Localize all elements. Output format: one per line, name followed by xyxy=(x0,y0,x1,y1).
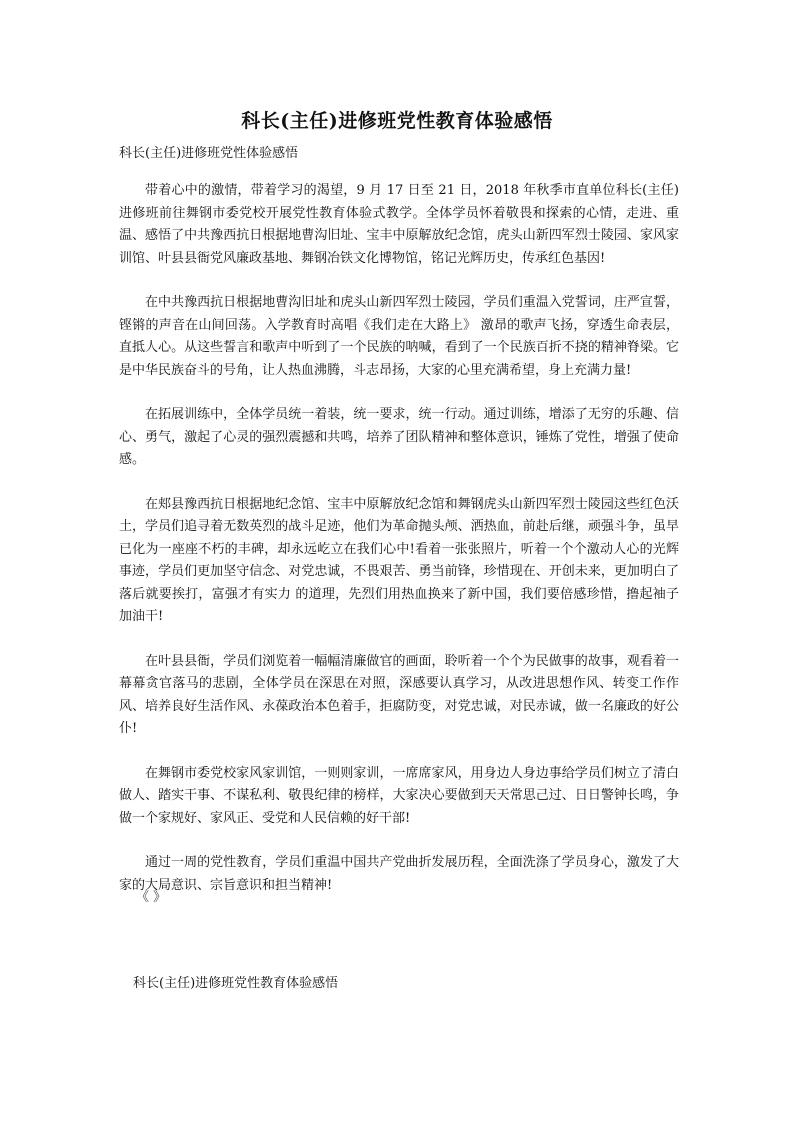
document-title: 科长(主任)进修班党性教育体验感悟 xyxy=(241,110,553,132)
paragraph: 在拓展训练中，全体学员统一着装，统一要求，统一行动。通过训练，增添了无穷的乐趣、信心、勇气，激起了心灵的强烈震撼和共鸣，培养了团队精神和整体意识，锤炼了党性，增强了使命感。 xyxy=(119,407,679,467)
paragraph: 带着心中的激情，带着学习的渴望，9 月 17 日至 21 日，2018 年秋季市直单位科长(主任)进修班前往舞钢市委党校开展党性教育体验式教学。全体学员怀着敬畏和探索的心情，走进、重温、感悟了中共豫西抗日根据地曹沟旧址、宝丰中原解放纪念馆，虎头山新四军烈士陵园、家风家训馆、叶县县衙党风廉政基地、舞钢冶铁文化博物馆，铭记光辉历史，传承红色基因! xyxy=(119,183,679,266)
document-subtitle: 科长(主任)进修班党性体验感悟 xyxy=(119,146,299,161)
paragraph: 在中共豫西抗日根据地曹沟旧址和虎头山新四军烈士陵园，学员们重温入党誓词，庄严宣誓，铿锵的声音在山间回荡。入学教育时高唱《我们走在大路上》 激昂的歌声飞扬，穿透生命表层，直抵人心。从这些誓言和歌声中听到了一个民族的呐喊，看到了一个民族百折不挠的精神脊梁。它是中华民族奋斗的号角，让人热血沸腾，斗志昂扬，大家的心里充满希望，身上充满力量! xyxy=(119,295,679,378)
document-body xyxy=(119,180,679,919)
document-footer-title: 科长(主任)进修班党性教育体验感悟 xyxy=(133,976,339,991)
paragraph: 在舞钢市委党校家风家训馆，一则则家训，一席席家风，用身边人身边事给学员们树立了清白做人、踏实干事、不谋私利、敬畏纪律的榜样，大家决心要做到天天常思己过、日日警钟长鸣，争做一个家规好、家风正、受党和人民信赖的好干部! xyxy=(119,765,679,826)
paragraph: 通过一周的党性教育，学员们重温中国共产党曲折发展历程，全面洗涤了学员身心，激发了大家的大局意识、宗旨意识和担当精神! xyxy=(119,855,679,893)
paragraph: 在郏县豫西抗日根据地纪念馆、宝丰中原解放纪念馆和舞钢虎头山新四军烈士陵园这些红色沃土，学员们追寻着无数英烈的战斗足迹，他们为革命抛头颅、洒热血，前赴后继，顽强斗争，虽早已化为一座座不朽的丰碑，却永远屹立在我们心中!看着一张张照片，听着一个个激动人心的光辉事迹，学员们更加坚守信念、对党忠诚，不畏艰苦、勇当前锋，珍惜现在、开创未来，更加明白了 落后就要挨打，富强才有实力 的道理，先烈们用热血换来了新中国，我们要倍感珍惜，撸起袖子加油干! xyxy=(119,496,679,624)
paragraph: 在叶县县衙，学员们浏览着一幅幅清廉做官的画面，聆听着一个个为民做事的故事，观看着一幕幕贪官落马的悲剧，全体学员在深思在对照，深感要认真学习，从改进思想作风、转变工作作风、培养良好生活作风、永葆政治本色着手，拒腐防变，对党忠诚，对民赤诚，做一名廉政的好公仆! xyxy=(119,653,679,736)
book-title-marks: 《 》 xyxy=(136,890,167,905)
